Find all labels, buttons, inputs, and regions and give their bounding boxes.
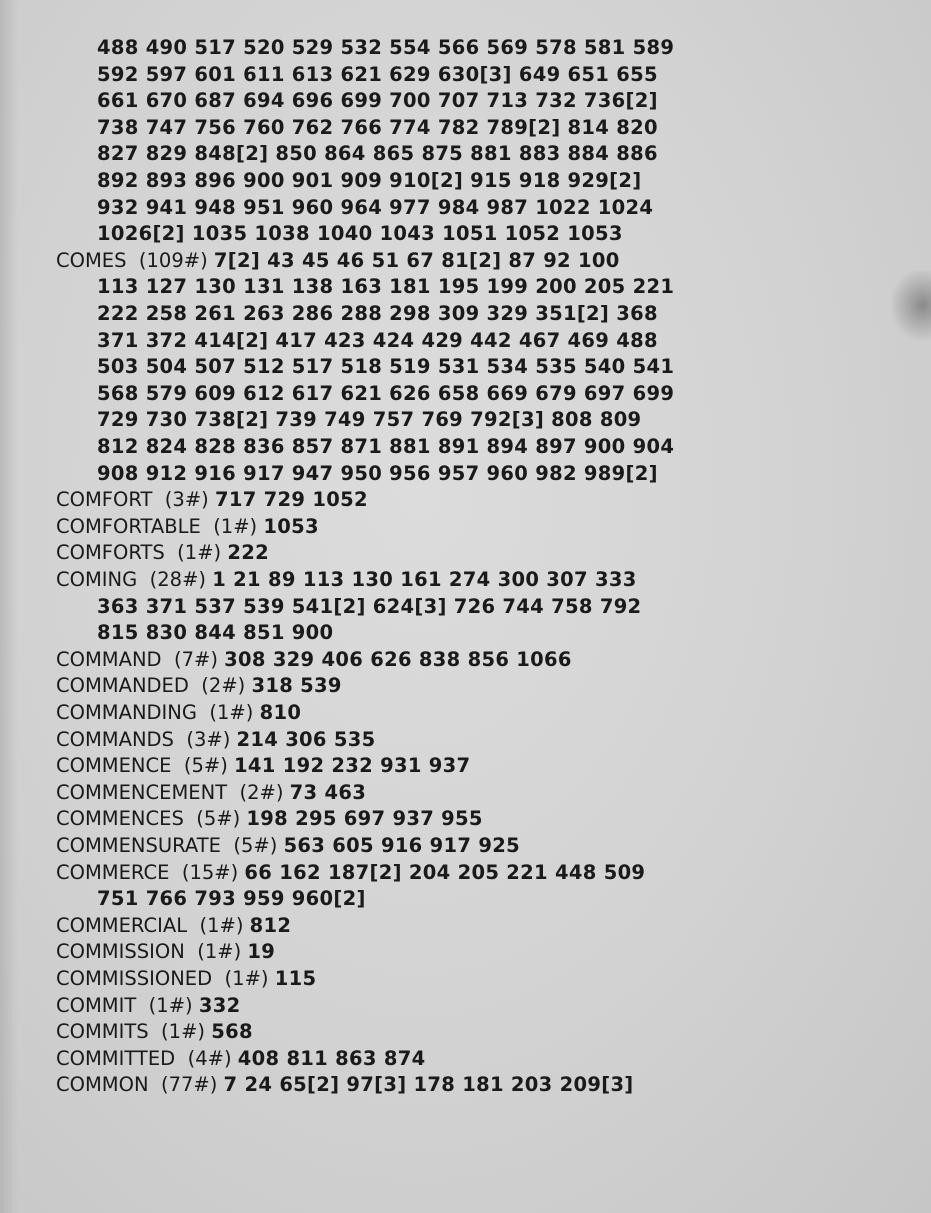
- entry-term: COMMANDED: [56, 674, 189, 698]
- entry-page-refs: 115: [274, 967, 317, 990]
- index-entry: [56, 727, 376, 754]
- entry-count: (5#): [171, 754, 235, 778]
- entry-count: (5#): [221, 834, 284, 857]
- index-entry: [56, 673, 342, 700]
- entry-term: COMMANDS: [56, 727, 174, 751]
- entry-term: COMMENCES: [56, 807, 184, 831]
- entry-term: COMMERCE: [56, 860, 170, 884]
- entry-page-refs: 141 192 232 931 937: [234, 754, 471, 778]
- entry-page-refs: 73 463: [289, 780, 367, 804]
- continuation-line: 568 579 609 612 617 621 626 658 669 679 697 699: [97, 381, 675, 405]
- entry-count: (77#): [148, 1073, 224, 1097]
- index-entry: [56, 913, 291, 940]
- index-entry: [56, 567, 637, 594]
- entry-count: (5#): [183, 807, 247, 831]
- index-entry: [56, 993, 240, 1020]
- index-entry: [56, 700, 301, 727]
- index-entry: [56, 248, 620, 275]
- index-entry: [56, 1046, 425, 1073]
- entry-page-refs: 308 329 406 626 838 856 1066: [224, 647, 572, 671]
- continuation-line: 1026[2] 1035 1038 1040 1043 1051 1052 1053: [97, 222, 623, 246]
- index-entry: [56, 833, 520, 860]
- entry-page-refs: 19: [247, 940, 276, 964]
- entry-page-refs: 214 306 535: [236, 727, 376, 751]
- continuation-line: 815 830 844 851 900: [97, 621, 334, 645]
- entry-term: COMMITTED: [56, 1046, 176, 1070]
- entry-term: COMMENCEMENT: [56, 780, 228, 804]
- entry-term: COMMITS: [56, 1020, 149, 1044]
- continuation-line: 222 258 261 263 286 288 298 309 329 351[2] 368: [97, 302, 658, 325]
- continuation-line: 908 912 916 917 947 950 956 957 960 982 989[2]: [97, 461, 658, 485]
- index-entry: [56, 540, 269, 567]
- entry-count: (3#): [173, 727, 237, 751]
- ink-smudge: [891, 270, 931, 340]
- entry-count: (2#): [188, 674, 252, 698]
- continuation-line: 827 829 848[2] 850 864 865 875 881 883 884 886: [97, 142, 658, 166]
- entry-term: COMMANDING: [56, 701, 198, 724]
- index-entry: [56, 966, 316, 993]
- entry-count: (1#): [148, 1020, 212, 1044]
- entry-term: COMING: [56, 568, 138, 591]
- continuation-line: 661 670 687 694 696 699 700 707 713 732 736[2]: [97, 89, 658, 113]
- page-spine-shadow: [0, 0, 18, 1213]
- entry-term: COMMISSION: [56, 940, 185, 964]
- entry-count: (3#): [152, 488, 215, 512]
- entry-page-refs: 717 729 1052: [214, 488, 368, 512]
- entry-term: COMMIT: [56, 993, 137, 1017]
- continuation-line: 503 504 507 512 517 518 519 531 534 535 540 541: [97, 355, 675, 379]
- entry-count: (1#): [164, 541, 228, 565]
- entry-term: COMMISSIONED: [56, 967, 213, 990]
- entry-term: COMMENCE: [56, 754, 172, 778]
- continuation-line: 729 730 738[2] 739 749 757 769 792[3] 808 809: [97, 408, 642, 432]
- entry-term: COMES: [56, 248, 127, 272]
- index-entry: [56, 860, 645, 887]
- entry-page-refs: 1 21 89 113 130 161 274 300 307 333: [212, 568, 637, 591]
- continuation-line: 812 824 828 836 857 871 881 891 894 897 900 904: [97, 435, 675, 458]
- index-entry: [56, 780, 366, 807]
- index-entry: [56, 1019, 253, 1046]
- index-entry: [56, 514, 319, 541]
- entry-count: (2#): [227, 780, 290, 804]
- entry-page-refs: 408 811 863 874: [237, 1046, 426, 1070]
- continuation-line: 892 893 896 900 901 909 910[2] 915 918 929[2]: [97, 169, 642, 192]
- entry-page-refs: 198 295 697 937 955: [246, 807, 483, 831]
- entry-count: (1#): [200, 514, 264, 538]
- entry-page-refs: 318 539: [251, 674, 342, 698]
- continuation-line: 113 127 130 131 138 163 181 195 199 200 205 221: [97, 275, 675, 299]
- entry-count: (1#): [184, 940, 248, 964]
- entry-term: COMMAND: [56, 647, 162, 671]
- entry-count: (1#): [212, 967, 275, 990]
- continuation-line: 751 766 793 959 960[2]: [97, 887, 366, 911]
- entry-term: COMFORT: [56, 488, 153, 512]
- continuation-line: 932 941 948 951 960 964 977 984 987 1022 1024: [97, 195, 654, 219]
- continuation-line: 592 597 601 611 613 621 629 630[3] 649 651 655: [97, 62, 658, 86]
- continuation-line: 363 371 537 539 541[2] 624[3] 726 744 758 792: [97, 594, 642, 618]
- index-entry: [56, 806, 483, 833]
- index-entry: [56, 753, 470, 780]
- entry-count: (15#): [169, 860, 245, 884]
- continuation-line: 371 372 414[2] 417 423 424 429 442 467 469 488: [97, 328, 658, 352]
- entry-term: COMFORTABLE: [56, 514, 201, 538]
- entry-count: (1#): [187, 913, 250, 937]
- entry-count: (4#): [175, 1046, 238, 1070]
- entry-page-refs: 222: [227, 541, 269, 565]
- entry-page-refs: 7[2] 43 45 46 51 67 81[2] 87 92 100: [213, 248, 620, 272]
- entry-count: (1#): [197, 701, 260, 724]
- continuation-line: 488 490 517 520 529 532 554 566 569 578 581 589: [97, 36, 675, 59]
- entry-count: (1#): [136, 993, 199, 1017]
- entry-count: (7#): [161, 647, 225, 671]
- entry-page-refs: 332: [198, 993, 241, 1017]
- entry-term: COMFORTS: [56, 541, 165, 565]
- index-entry: [56, 939, 275, 966]
- entry-term: COMMON: [56, 1073, 149, 1097]
- index-entry: [56, 487, 368, 514]
- entry-page-refs: 66 162 187[2] 204 205 221 448 509: [244, 860, 646, 884]
- entry-page-refs: 563 605 916 917 925: [283, 834, 520, 857]
- entry-page-refs: 810: [259, 701, 302, 724]
- entry-term: COMMENSURATE: [56, 834, 221, 857]
- entry-page-refs: 812: [249, 913, 292, 937]
- index-entry: [56, 647, 572, 674]
- entry-term: COMMERCIAL: [56, 913, 188, 937]
- entry-page-refs: 7 24 65[2] 97[3] 178 181 203 209[3]: [223, 1073, 634, 1097]
- index-entry: [56, 1072, 634, 1099]
- entry-page-refs: 1053: [263, 514, 319, 538]
- entry-count: (28#): [137, 568, 213, 591]
- entry-count: (109#): [126, 248, 214, 272]
- entry-page-refs: 568: [211, 1020, 253, 1044]
- continuation-line: 738 747 756 760 762 766 774 782 789[2] 814 820: [97, 115, 658, 139]
